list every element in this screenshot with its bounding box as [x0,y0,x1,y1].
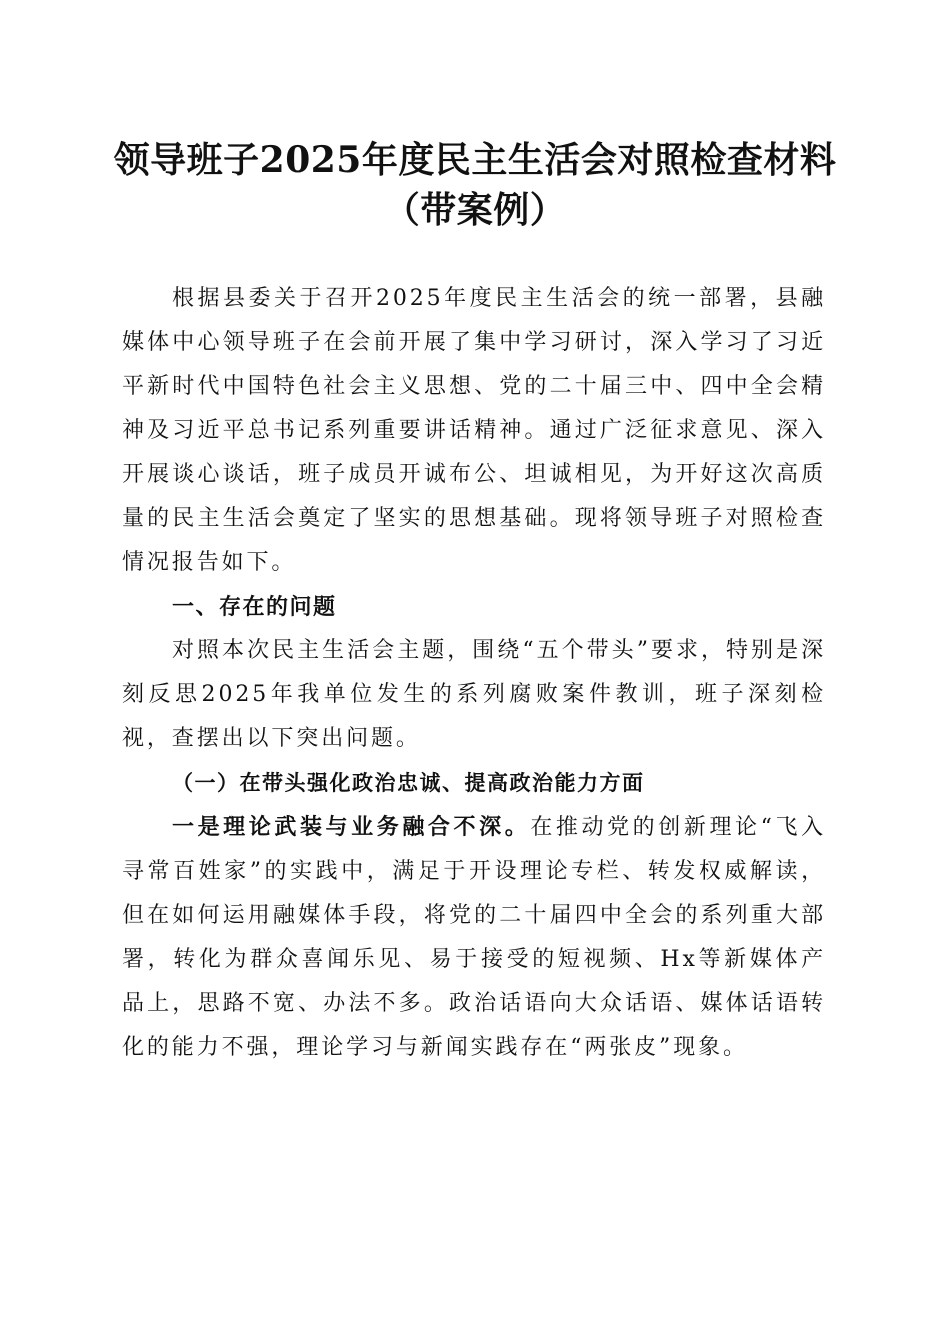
section-problems-paragraph: 对照本次民主生活会主题，围绕“五个带头”要求，特别是深刻反思2025年我单位发生的系列腐败案件教训，班子深刻检视，查摆出以下突出问题。 [122,638,826,751]
section-heading-problems: 一、存在的问题 [172,594,337,620]
document-title [100,135,850,235]
title-line-subtitle: （带案例） [383,189,567,231]
document-body [122,277,826,1070]
point-paragraph-theory-integration [122,805,826,1070]
title-line-main: 领导班子2025年度民主生活会对照检查材料 [113,139,837,181]
intro-paragraph: 根据县委关于召开2025年度民主生活会的统一部署，县融媒体中心领导班子在会前开展了集中学习研讨，深入学习了习近平新时代中国特色社会主义思想、党的二十届三中、四中全会精神及习近平总书记系列重要讲话精神。通过广泛征求意见、深入开展谈心谈话，班子成员开诚布公、坦诚相见，为开好这次高质量的民主生活会奠定了坚实的思想基础。现将领导班子对照检查情况报告如下。 [122,286,826,575]
point-body-text: 在推动党的创新理论“飞入寻常百姓家”的实践中，满足于开设理论专栏、转发权威解读，但在如何运用融媒体手段，将党的二十届四中全会的系列重大部署，转化为群众喜闻乐见、易于接受的短视频、Hx等新媒体产品上，思路不宽、办法不多。政治话语向大众话语、媒体话语转化的能力不强，理论学习与新闻实践存在“两张皮”现象。 [122,815,826,1060]
point-lead-text: 一是理论武装与业务融合不深。 [172,814,531,840]
subsection-heading-political-loyalty: （一）在带头强化政治忠诚、提高政治能力方面 [172,770,645,795]
